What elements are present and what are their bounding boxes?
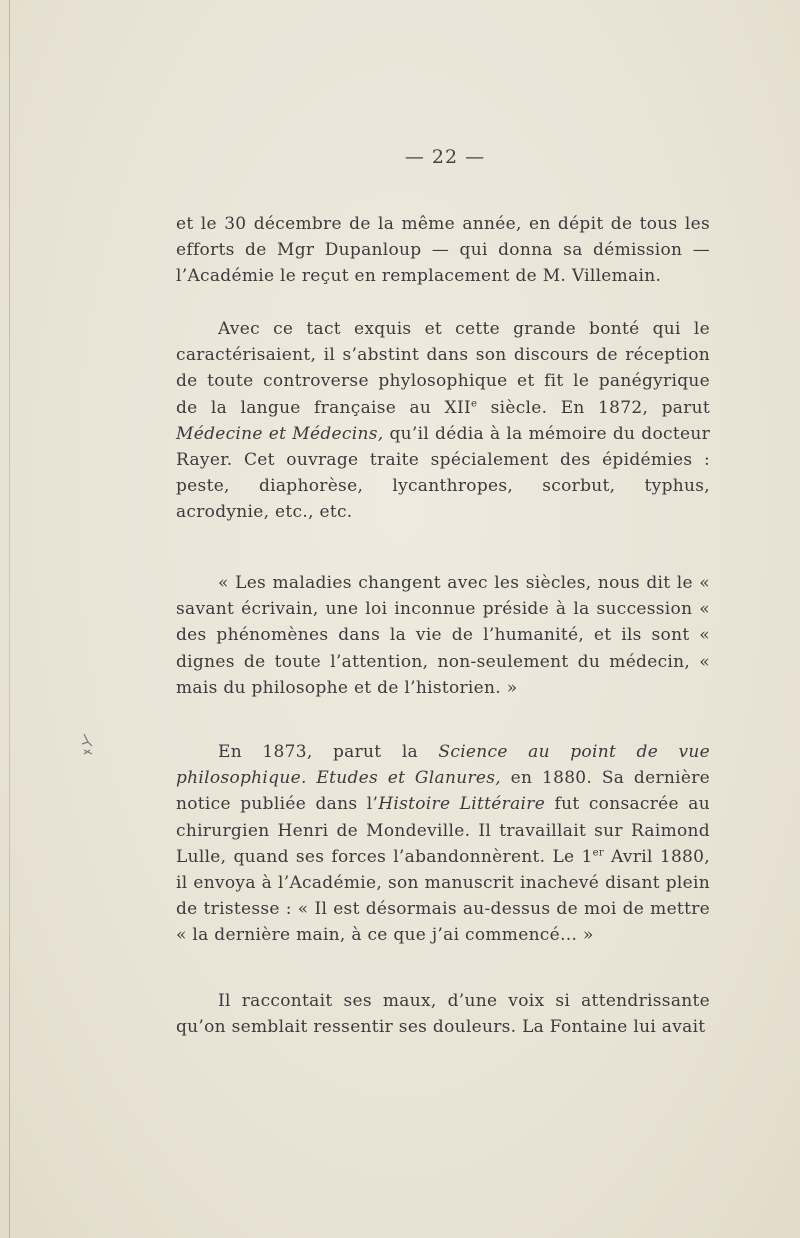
ordinal-superscript: er <box>592 847 604 859</box>
book-title-medecine: Médecine et Médecins, <box>176 423 384 444</box>
paragraph-4-part-a: En 1873, parut la <box>218 742 439 762</box>
paragraph-4-part-b: en 1880. Sa dernière notice publiée dans <box>176 768 710 815</box>
paragraph-4 <box>176 739 710 949</box>
paragraph-2-text <box>176 316 710 526</box>
paragraph-3-text: « Les maladies changent avec les siècles, nous dit le « savant écrivain, une loi inconnue préside à la succession « des phénomènes dans la vie de l’humanité, et ils sont « dignes de toute l’attention, non-seulement du médecin, « mais du philosophe et de l’historien. » <box>176 573 710 698</box>
gutter-line <box>9 0 10 1238</box>
margin-annotation-mark <box>78 732 100 762</box>
century-superscript: e <box>471 397 478 409</box>
paragraph-4-article: l’ <box>366 794 379 815</box>
paragraph-2 <box>176 316 710 526</box>
paragraph-1-text: et le 30 décembre de la même année, en dépit de tous les efforts de Mgr Dupanloup — qui donna sa démission — l’Académie le reçut en remplacement de M. Villemain. <box>176 214 710 287</box>
paragraph-5-text: Il raccontait ses maux, d’une voix si attendrissante qu’on semblait ressentir ses douleurs. La Fontaine lui avait <box>176 991 710 1038</box>
paragraph-4-text <box>176 739 710 949</box>
paragraph-3-quote <box>176 570 710 701</box>
paragraph-1 <box>176 211 710 290</box>
book-title-histoire: Histoire Littéraire <box>378 794 546 815</box>
paragraph-4-part-d: Avril 1880, il envoya à l’Académie, son manuscrit inachevé disant plein de tristesse : « Il est désormais au-dessus de moi de mettre « la dernière main, à ce que j’ai commencé… » <box>176 846 710 946</box>
page-number: — 22 — <box>404 146 486 168</box>
paragraph-5 <box>176 988 710 1040</box>
paragraph-2-part-a: Avec ce tact exquis et cette grande bonté qui le caractérisaient, il s’abstint dans son discours de réception de toute controverse phylosophique et fit le panégyrique de la langue française au XII <box>176 319 710 418</box>
paragraph-2-part-c: qu’il dédia à la mémoire du docteur Rayer. Cet ouvrage traite spécialement des épidémies : peste, diaphorèse, lycanthropes, scorbut, typhus, acrodynie, etc., etc. <box>176 423 711 523</box>
paragraph-4-part-c: fut consacrée au chirurgien Henri de Mondeville. Il travaillait sur Raimond Lulle, quand ses forces l’abandonnèrent. Le 1 <box>176 794 710 867</box>
paragraph-2-part-b: siècle. En 1872, parut <box>477 397 711 418</box>
book-title-science: Science au point de vue philosophique. Etudes et Glanures, <box>176 742 710 789</box>
